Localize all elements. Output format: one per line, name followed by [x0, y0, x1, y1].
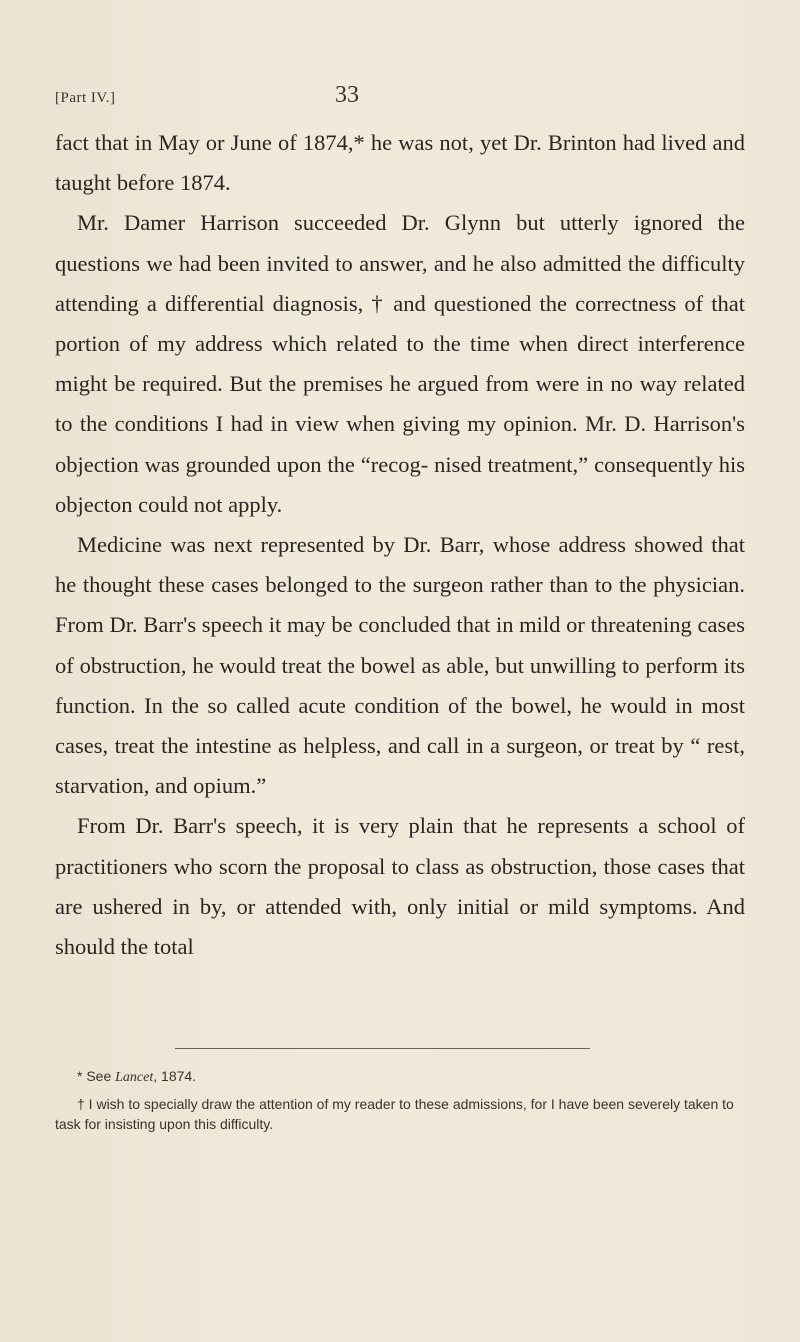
paragraph-harrison: Mr. Damer Harrison succeeded Dr. Glynn but utterly ignored the questions we had been invited to answer, and he also admitted the difficulty attending a differential diagnosis, † and questioned the correctness of that portion of my address which related to the time when direct interference might be required. But the premises he argued from were in no way related to the conditions I had in view when giving my opinion. Mr. D. Harrison's objection was grounded upon the “recog- nised treatment,” consequently his objecton could not apply.	[55, 210, 745, 517]
footnote-lancet-prefix: * See	[77, 1068, 112, 1084]
page-number: 33	[335, 82, 359, 108]
paragraph-barr-speech: From Dr. Barr's speech, it is very plain that he represents a school of practitioners who scorn the proposal to class as obstruction, those cases that are ushered in by, or attended with, only initial or mild symptoms. And should the total	[55, 813, 745, 960]
footnotes	[55, 1066, 735, 1134]
running-head	[55, 82, 740, 112]
footnote-divider	[175, 1048, 590, 1049]
footnote-lancet-title: Lancet	[115, 1070, 154, 1085]
footnote-lancet-suffix: , 1874.	[153, 1068, 197, 1084]
footnote-admissions: † I wish to specially draw the attention of my reader to these admissions, for I have been severely taken to task for insisting upon this difficulty.	[55, 1096, 734, 1132]
paragraph-continuation: fact that in May or June of 1874,* he was not, yet Dr. Brinton had lived and taught before 1874.	[55, 130, 745, 196]
body-text	[55, 123, 745, 967]
part-label: [Part IV.]	[55, 90, 116, 106]
footnote-lancet	[55, 1066, 735, 1088]
paragraph-barr-medicine: Medicine was next represented by Dr. Barr, whose address showed that he thought these cases belonged to the surgeon rather than to the physician. From Dr. Barr's speech it may be concluded that in mild or threatening cases of obstruction, he would treat the bowel as able, but unwilling to perform its function. In the so called acute condition of the bowel, he would in most cases, treat the intestine as helpless, and call in a surgeon, or treat by “ rest, starvation, and opium.”	[55, 532, 745, 799]
